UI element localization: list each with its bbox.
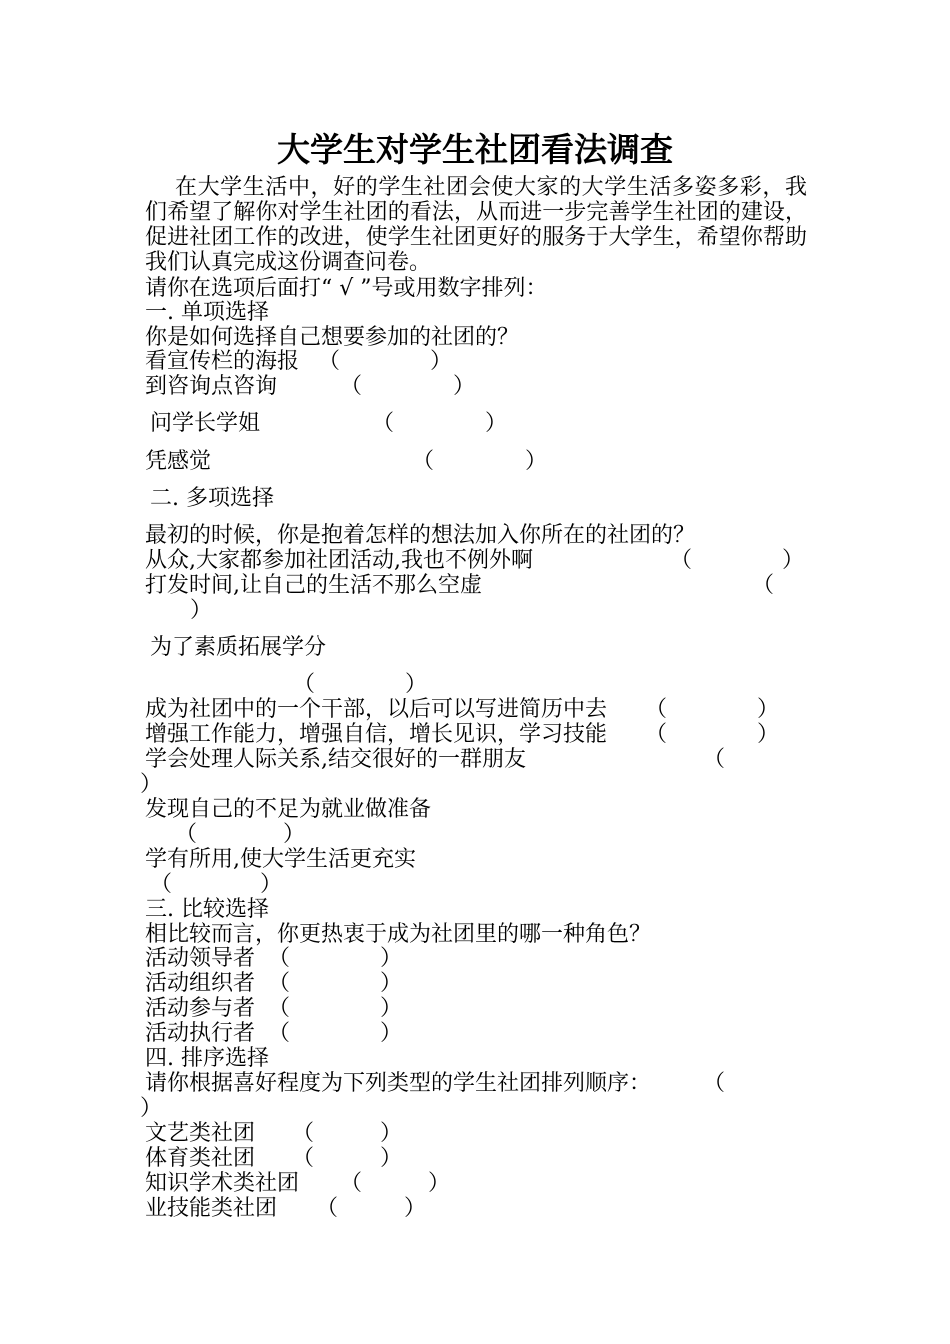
- s2-option-8-paren-close: ）: [260, 872, 283, 897]
- s3-option-2-paren-close: ）: [380, 971, 403, 996]
- s2-option-1-label: 从众,大家都参加社团活动,我也不例外啊: [145, 548, 533, 573]
- s2-option-6-paren-open: （: [703, 747, 726, 772]
- section-1-heading: 一. 单项选择: [145, 300, 269, 325]
- s4-option-1-label: 文艺类社团: [145, 1121, 256, 1146]
- s2-option-1-paren-open: （: [670, 548, 693, 573]
- s2-option-5-paren-open: （: [645, 722, 668, 747]
- s4-option-2-label: 体育类社团: [145, 1146, 256, 1171]
- s4-option-3-label: 知识学术类社团: [145, 1171, 300, 1196]
- s1-option-2-paren-close: ）: [453, 374, 476, 399]
- s4-option-4-label: 业技能类社团: [145, 1196, 278, 1221]
- s1-option-3-paren-open: （: [372, 411, 395, 436]
- s2-option-2-paren-open: （: [752, 573, 775, 598]
- s2-option-3-label: 为了素质拓展学分: [150, 635, 327, 660]
- s2-option-8-label: 学有所用,使大学生活更充实: [145, 847, 416, 872]
- section-3-heading: 三. 比较选择: [145, 897, 269, 922]
- s1-option-2-label: 到咨询点咨询: [145, 374, 278, 399]
- s3-option-3-paren-open: （: [268, 996, 291, 1021]
- s1-option-2-paren-open: （: [340, 374, 363, 399]
- section-3-question: 相比较而言，你更热衷于成为社团里的哪一种角色？: [145, 922, 652, 947]
- s2-option-1-paren-close: ）: [782, 548, 805, 573]
- s3-option-2-label: 活动组织者: [145, 971, 256, 996]
- s2-option-4-paren-close: ）: [757, 697, 780, 722]
- s2-option-7-label: 发现自己的不足为就业做准备: [145, 797, 432, 822]
- section-1-question: 你是如何选择自己想要参加的社团的？: [145, 325, 520, 350]
- s4-question-paren-close: ）: [140, 1096, 163, 1121]
- s2-option-4-label: 成为社团中的一个干部，以后可以写进简历中去: [145, 697, 608, 722]
- s4-option-4-paren-open: （: [316, 1196, 339, 1221]
- s2-option-2-label: 打发时间,让自己的生活不那么空虚: [145, 573, 482, 598]
- s1-option-1-label: 看宣传栏的海报: [145, 349, 300, 374]
- s3-option-4-label: 活动执行者: [145, 1021, 256, 1046]
- s2-option-4-paren-open: （: [645, 697, 668, 722]
- section-4-question: 请你根据喜好程度为下列类型的学生社团排列顺序：: [145, 1071, 652, 1096]
- page-title: 大学生对学生社团看法调查: [277, 130, 673, 169]
- s4-option-1-paren-open: （: [292, 1121, 315, 1146]
- s3-option-3-paren-close: ）: [380, 996, 403, 1021]
- s3-option-3-label: 活动参与者: [145, 996, 256, 1021]
- s1-option-4-paren-open: （: [412, 449, 435, 474]
- s2-option-6-label: 学会处理人际关系,结交很好的一群朋友: [145, 747, 526, 772]
- s4-option-3-paren-open: （: [340, 1171, 363, 1196]
- s1-option-3-label: 问学长学姐: [150, 411, 261, 436]
- s1-option-4-label: 凭感觉: [145, 449, 212, 474]
- section-2-heading: 二. 多项选择: [150, 486, 274, 511]
- section-2-question: 最初的时候，你是抱着怎样的想法加入你所在的社团的？: [145, 523, 696, 548]
- s4-option-3-paren-close: ）: [428, 1171, 451, 1196]
- s2-option-7-paren-open: （: [175, 822, 198, 847]
- s2-option-8-paren-open: （: [150, 872, 173, 897]
- s1-option-4-paren-close: ）: [525, 449, 548, 474]
- s2-option-3-paren-close: ）: [405, 672, 428, 697]
- s2-option-2-paren-close: ）: [190, 598, 213, 623]
- s3-option-1-paren-open: （: [268, 946, 291, 971]
- s2-option-3-paren-open: （: [293, 672, 316, 697]
- s4-option-2-paren-close: ）: [380, 1146, 403, 1171]
- s1-option-3-paren-close: ）: [485, 411, 508, 436]
- intro-paragraph: 在大学生活中，好的学生社团会使大家的大学生活多姿多彩，我们希望了解你对学生社团的看法，从而进一步完善学生社团的建设，促进社团工作的改进，使学生社团更好的服务于大学生，希望你帮助我们认真完成这份调查问卷。: [145, 175, 807, 275]
- s4-option-2-paren-open: （: [292, 1146, 315, 1171]
- s2-option-5-paren-close: ）: [757, 722, 780, 747]
- s4-option-4-paren-close: ）: [404, 1196, 427, 1221]
- s4-option-1-paren-close: ）: [380, 1121, 403, 1146]
- s3-option-1-paren-close: ）: [380, 946, 403, 971]
- s3-option-4-paren-open: （: [268, 1021, 291, 1046]
- s2-option-5-label: 增强工作能力，增强自信，增长见识，学习技能: [145, 722, 608, 747]
- s4-question-paren-open: （: [703, 1071, 726, 1096]
- s3-option-1-label: 活动领导者: [145, 946, 256, 971]
- s1-option-1-paren-close: ）: [430, 349, 453, 374]
- instruction-text: 请你在选项后面打“ √ ”号或用数字排列：: [145, 276, 548, 301]
- s3-option-2-paren-open: （: [268, 971, 291, 996]
- s1-option-1-paren-open: （: [318, 349, 341, 374]
- section-4-heading: 四. 排序选择: [145, 1046, 269, 1071]
- s2-option-7-paren-close: ）: [283, 822, 306, 847]
- s2-option-6-paren-close: ）: [140, 772, 163, 797]
- s3-option-4-paren-close: ）: [380, 1021, 403, 1046]
